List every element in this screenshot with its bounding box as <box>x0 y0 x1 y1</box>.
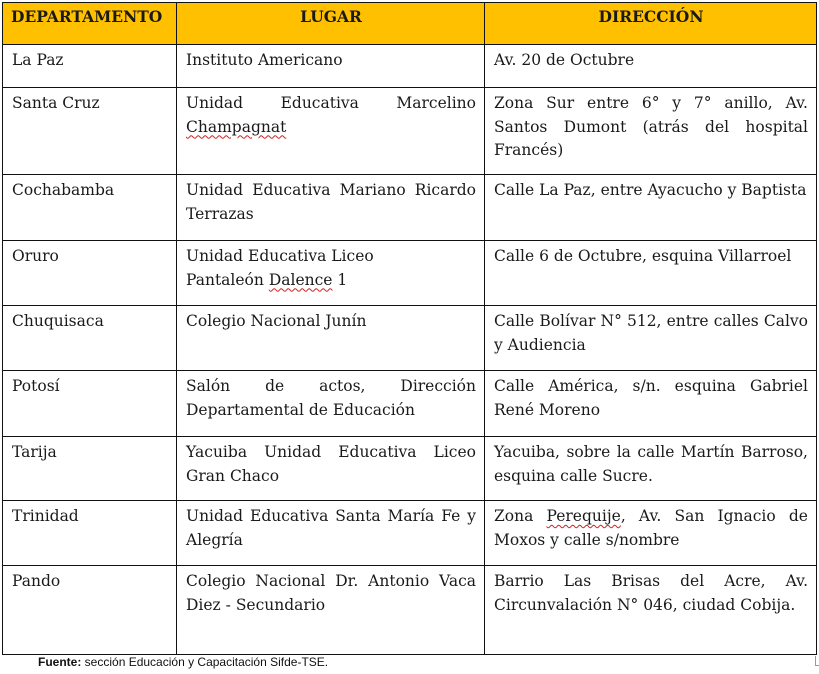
cell-lugar: Unidad Educativa Mariano Ricardo Terrazas <box>177 175 485 241</box>
cell-direccion: Calle América, s/n. esquina Gabriel René Moreno <box>485 371 817 437</box>
cell-departamento: La Paz <box>3 45 177 88</box>
cell-departamento: Tarija <box>3 437 177 501</box>
lugar-text: Pantaleón <box>186 270 269 289</box>
cell-departamento: Chuquisaca <box>3 306 177 371</box>
spellcheck-flagged-word: Dalence <box>268 270 333 289</box>
cell-departamento: Pando <box>3 566 177 655</box>
spellcheck-flagged-word: Champagnat <box>186 117 287 136</box>
cell-direccion: Calle La Paz, entre Ayacucho y Baptista <box>485 175 817 241</box>
source-text: sección Educación y Capacitación Sifde-TSE. <box>81 655 329 669</box>
cell-direccion <box>485 501 817 566</box>
cell-lugar: Unidad Educativa Santa María Fe y Alegría <box>177 501 485 566</box>
direccion-text: Zona <box>494 507 547 525</box>
cell-departamento: Oruro <box>3 241 177 306</box>
cell-departamento: Cochabamba <box>3 175 177 241</box>
cell-direccion: Barrio Las Brisas del Acre, Av. Circunvalación N° 046, ciudad Cobija. <box>485 566 817 655</box>
cell-lugar: Colegio Nacional Junín <box>177 306 485 371</box>
header-lugar: LUGAR <box>177 3 485 45</box>
cell-direccion: Yacuiba, sobre la calle Martín Barroso, esquina calle Sucre. <box>485 437 817 501</box>
cell-direccion: Calle 6 de Octubre, esquina Villarroel <box>485 241 817 306</box>
cell-direccion: Calle Bolívar N° 512, entre calles Calvo y Audiencia <box>485 306 817 371</box>
cell-lugar: Instituto Americano <box>177 45 485 88</box>
table-row <box>3 501 817 566</box>
lugar-text: Unidad Educativa Liceo <box>186 247 374 265</box>
lugar-text: Unidad Educativa Marcelino <box>186 94 476 112</box>
direccion-text: , Av. San Ignacio de Moxos y calle s/nombre <box>494 507 808 549</box>
table-row <box>3 45 817 88</box>
spellcheck-flagged-word: Perequije <box>546 507 621 525</box>
cell-lugar: Colegio Nacional Dr. Antonio Vaca Diez - Secundario <box>177 566 485 655</box>
cell-lugar <box>177 241 485 306</box>
table-header-row <box>3 3 817 45</box>
cell-departamento: Potosí <box>3 371 177 437</box>
header-direccion: DIRECCIÓN <box>485 3 817 45</box>
paragraph-end-mark <box>815 656 819 666</box>
cell-lugar: Salón de actos, Dirección Departamental de Educación <box>177 371 485 437</box>
table-row <box>3 371 817 437</box>
table-row <box>3 241 817 306</box>
cell-lugar <box>177 88 485 175</box>
cell-departamento: Santa Cruz <box>3 88 177 175</box>
table-row <box>3 566 817 655</box>
lugar-text: 1 <box>332 270 348 289</box>
cell-direccion: Zona Sur entre 6° y 7° anillo, Av. Santos Dumont (atrás del hospital Francés) <box>485 88 817 175</box>
header-departamento: DEPARTAMENTO <box>3 3 177 45</box>
locations-table <box>2 2 817 655</box>
cell-lugar: Yacuiba Unidad Educativa Liceo Gran Chaco <box>177 437 485 501</box>
cell-departamento: Trinidad <box>3 501 177 566</box>
source-note <box>38 655 328 669</box>
table-row <box>3 306 817 371</box>
source-label: Fuente: <box>38 655 82 669</box>
table-row <box>3 437 817 501</box>
cell-direccion: Av. 20 de Octubre <box>485 45 817 88</box>
table-row <box>3 88 817 175</box>
table-row <box>3 175 817 241</box>
